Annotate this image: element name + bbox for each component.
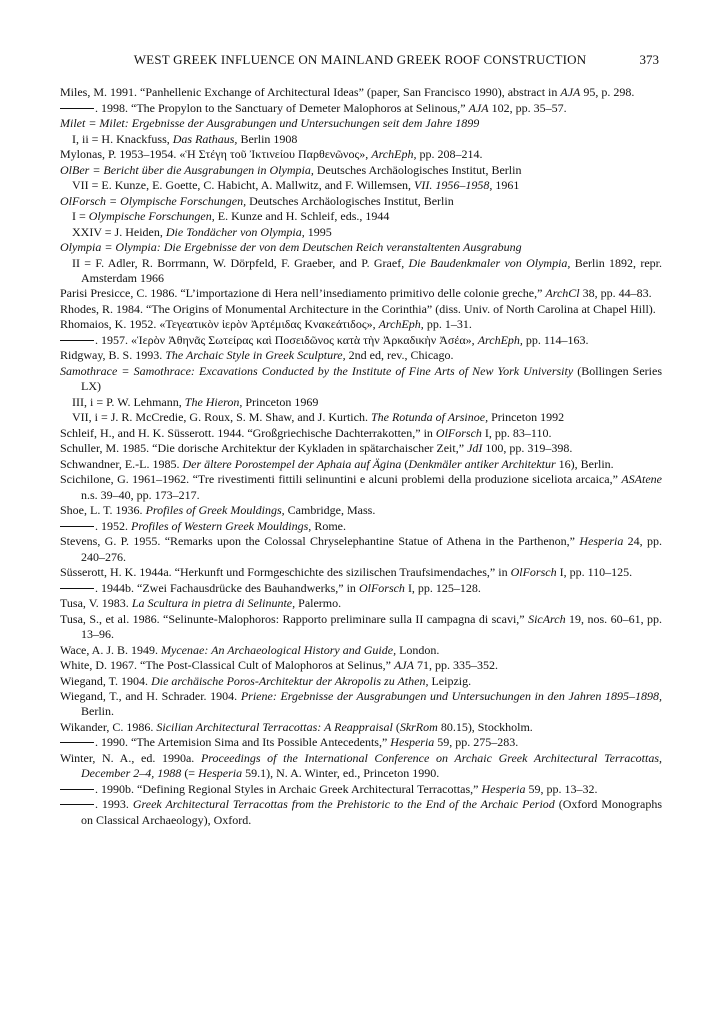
italic-text: Milet = Milet: Ergebnisse der Ausgrabungen und Untersuchungen seit dem Jahre 1899 <box>60 116 480 130</box>
italic-text: Proceedings of the International Conference on Archaic Greek Architectural Terracottas, December 2–4, 1988 <box>81 750 662 781</box>
bibliography-entry <box>60 302 662 317</box>
italic-text: OlForsch <box>358 580 405 595</box>
bibliography-subentry <box>60 410 662 425</box>
italic-text: Das Rathaus, <box>172 131 238 146</box>
entry-text: pp. 1–31. <box>423 317 472 332</box>
bibliography-entry <box>60 317 662 332</box>
italic-text: Mycenae: An Archaeological History and Guide, <box>161 642 397 657</box>
entry-text: Schuller, M. 1985. “Die dorische Architektur der Kykladen in spätarchaischer Zeit,” <box>60 441 468 456</box>
italic-text: ArchEph, <box>477 332 523 347</box>
bibliography-subentry <box>60 256 662 287</box>
entry-text: 1995 <box>304 224 332 239</box>
entry-text: Mylonas, P. 1953–1954. «Ἡ Στέγη τοῦ Ἰκτινείου Παρθενῶνος», <box>60 147 372 161</box>
italic-text: ArchEph, <box>378 317 424 332</box>
entry-text: 71, pp. 335–352. <box>413 658 498 673</box>
entry-text: Palermo. <box>295 596 342 611</box>
italic-text: ArchEph, <box>371 147 417 161</box>
italic-text: The Rotunda of Arsinoe, <box>370 410 489 425</box>
entry-text: . 1998. “The Propylon to the Sanctuary of Demeter Malophoros at Selinous,” <box>95 100 469 115</box>
bibliography-entry <box>60 472 662 503</box>
bibliography-entry <box>60 689 662 720</box>
repeat-author-rule <box>60 742 94 743</box>
italic-text: Hesperia <box>390 735 435 750</box>
italic-text: Profiles of Greek Mouldings, <box>145 503 285 518</box>
italic-text: OlForsch = Olympische Forschungen, <box>60 193 247 208</box>
entry-text: 2nd ed, rev., Chicago. <box>345 348 454 363</box>
bibliography-series-heading <box>60 240 662 255</box>
entry-text: . 1993. <box>95 797 133 812</box>
entry-text: Tusa, S., et al. 1986. “Selinunte-Malophoros: Rapporto preliminare sulla II campagna di scavi,” <box>60 611 529 626</box>
repeat-author-rule <box>60 588 94 589</box>
entry-text: I, ii = H. Knackfuss, <box>72 131 173 146</box>
entry-text: Miles, M. 1991. “Panhellenic Exchange of Architectural Ideas” (paper, San Francisco 1990), abstract in <box>60 85 561 99</box>
italic-text: Die Baudenkmaler von Olympia, <box>408 255 571 270</box>
italic-text: Olympische Forschungen, <box>88 209 215 223</box>
entry-text: Wiegand, T., and H. Schrader. 1904. <box>60 689 241 704</box>
bibliography-subentry <box>60 132 662 147</box>
entry-text: Winter, N. A., ed. 1990a. <box>60 750 201 765</box>
italic-text: AJA <box>393 658 414 673</box>
running-title: WEST GREEK INFLUENCE ON MAINLAND GREEK ROOF CONSTRUCTION <box>133 52 587 67</box>
italic-text: JdI <box>467 441 483 456</box>
entry-text: (Bollingen Series LX) <box>81 363 662 394</box>
entry-text: Scichilone, G. 1961–1962. “Tre rivestimenti fittili selinuntini e alcuni problemi della produzione siceliota arcaica,” <box>60 472 622 487</box>
repeat-author-rule <box>60 804 94 805</box>
italic-text: AJA <box>560 85 581 99</box>
entry-text: Tusa, V. 1983. <box>60 596 132 611</box>
entry-text: Princeton 1969 <box>242 394 319 409</box>
bibliography-entry <box>60 426 662 441</box>
italic-text: Hesperia <box>579 534 624 549</box>
italic-text: Der ältere Porostempel der Aphaia auf Ägina <box>182 456 402 471</box>
bibliography-entry <box>60 797 662 828</box>
italic-text: VII. 1956–1958, <box>414 178 493 192</box>
entry-text: III, i = P. W. Lehmann, <box>72 394 185 409</box>
entry-text: 95, p. 298. <box>580 85 635 99</box>
bibliography-entry <box>60 782 662 797</box>
entry-text: 19, nos. 60–61, pp. 13–96. <box>81 611 662 642</box>
italic-text: OlBer = Bericht über die Ausgrabungen in Olympia, <box>60 162 314 177</box>
bibliography-entry <box>60 519 662 534</box>
entry-text: 102, pp. 35–57. <box>488 100 567 115</box>
bibliography-entry <box>60 735 662 750</box>
entry-text: VII = E. Kunze, E. Goette, C. Habicht, A. Mallwitz, and F. Willemsen, <box>72 178 415 192</box>
bibliography-subentry <box>60 209 662 224</box>
italic-text: The Hieron, <box>184 394 243 409</box>
entry-text: Wace, A. J. B. 1949. <box>60 642 162 657</box>
entry-text: . 1944b. “Zwei Fachausdrücke des Bauhandwerks,” in <box>95 580 359 595</box>
bibliography-entry <box>60 643 662 658</box>
bibliography-list <box>60 85 662 828</box>
entry-text: Parisi Presicce, C. 1986. “L’importazione di Hera nell’insediamento primitivo delle colonie greche,” <box>60 286 546 301</box>
italic-text: Hesperia <box>481 781 526 796</box>
italic-text: The Archaic Style in Greek Sculpture, <box>165 348 346 363</box>
entry-text: XXIV = J. Heiden, <box>72 224 166 239</box>
bibliography-entry <box>60 751 662 782</box>
entry-text: 16), Berlin. <box>555 456 614 471</box>
bibliography-entry <box>60 101 662 116</box>
bibliography-entry <box>60 147 662 162</box>
bibliography-entry <box>60 85 662 100</box>
entry-text: Leipzig. <box>428 673 472 688</box>
bibliography-entry <box>60 534 662 565</box>
entry-text: I, pp. 83–110. <box>481 425 552 440</box>
entry-text: I, pp. 110–125. <box>556 565 633 580</box>
entry-text: I = <box>72 209 89 223</box>
bibliography-entry <box>60 565 662 580</box>
entry-text: 59, pp. 13–32. <box>525 781 598 796</box>
repeat-author-rule <box>60 340 94 341</box>
entry-text: . 1952. <box>95 518 131 533</box>
entry-text: Deutsches Archäologisches Institut, Berlin <box>246 193 454 208</box>
italic-text: Die archäische Poros-Architektur der Akropolis zu Athen, <box>151 673 429 688</box>
bibliography-subentry <box>60 225 662 240</box>
entry-text: Schleif, H., and H. K. Süsserott. 1944. “Großgriechische Dachterrakotten,” in <box>60 425 436 440</box>
bibliography-entry <box>60 596 662 611</box>
entry-text: London. <box>396 642 440 657</box>
entry-text: E. Kunze and H. Schleif, eds., 1944 <box>214 209 390 223</box>
bibliography-entry <box>60 658 662 673</box>
entry-text: Stevens, G. P. 1955. “Remarks upon the Colossal Chryselephantine Statue of Athena in the Parthenon,” <box>60 534 580 549</box>
entry-text: Wikander, C. 1986. <box>60 719 157 734</box>
entry-text: pp. 114–163. <box>522 332 589 347</box>
italic-text: La Scultura in pietra di Selinunte, <box>131 596 296 611</box>
entry-text: Ridgway, B. S. 1993. <box>60 348 166 363</box>
bibliography-entry <box>60 503 662 518</box>
italic-text: SicArch <box>528 611 566 626</box>
italic-text: Die Tondächer von Olympia, <box>165 224 305 239</box>
entry-text: VII, i = J. R. McCredie, G. Roux, S. M. Shaw, and J. Kurtich. <box>72 410 371 425</box>
bibliography-entry <box>60 348 662 363</box>
entry-text: Wiegand, T. 1904. <box>60 673 152 688</box>
italic-text: Denkmäler antiker Architektur <box>408 456 556 471</box>
entry-text: Schwandner, E.-L. 1985. <box>60 456 183 471</box>
entry-text: (Oxford Monographs on Classical Archaeology), Oxford. <box>81 797 662 827</box>
entry-text: White, D. 1967. “The Post-Classical Cult of Malophoros at Selinus,” <box>60 658 394 673</box>
bibliography-subentry <box>60 178 662 193</box>
entry-text: II = F. Adler, R. Borrmann, W. Dörpfeld, F. Graeber, and P. Graef, <box>72 255 409 270</box>
italic-text: Profiles of Western Greek Mouldings, <box>131 518 312 533</box>
entry-text: 1961 <box>492 178 520 192</box>
entry-text: n.s. 39–40, pp. 173–217. <box>81 487 200 502</box>
italic-text: Olympia = Olympia: Die Ergebnisse der von dem Deutschen Reich veranstaltenten Ausgrabung <box>60 240 522 254</box>
italic-text: Priene: Ergebnisse der Ausgrabungen und Untersuchungen in den Jahren 1895–1898, <box>240 689 663 704</box>
bibliography-entry <box>60 612 662 643</box>
bibliography-entry <box>60 441 662 456</box>
entry-text: pp. 208–214. <box>416 147 483 161</box>
entry-text: Cambridge, Mass. <box>284 503 376 518</box>
bibliography-entry <box>60 457 662 472</box>
italic-text: OlForsch <box>510 565 557 580</box>
bibliography-entry <box>60 720 662 735</box>
entry-text: ( <box>401 456 409 471</box>
entry-text: Shoe, L. T. 1936. <box>60 503 146 518</box>
bibliography-series-heading <box>60 364 662 395</box>
entry-text: Rhomaios, K. 1952. «Τεγεατικὸν ἱερὸν Ἀρτέμιδας Κνακεάτιδος», <box>60 317 379 332</box>
bibliography-series-heading <box>60 116 662 131</box>
italic-text: ASAtene <box>621 472 662 487</box>
repeat-author-rule <box>60 526 94 527</box>
entry-text: Süsserott, H. K. 1944a. “Herkunft und Formgeschichte des sizilischen Traufsimendaches,” in <box>60 565 511 580</box>
italic-text: ArchCl <box>545 286 580 301</box>
bibliography-series-heading <box>60 194 662 209</box>
italic-text: Samothrace = Samothrace: Excavations Conducted by the Institute of Fine Arts of New York University <box>60 363 574 378</box>
entry-text: Berlin. <box>81 704 114 719</box>
entry-text: Princeton 1992 <box>488 410 565 425</box>
italic-text: Greek Architectural Terracottas from the Prehistoric to the End of the Archaic Period <box>132 797 555 812</box>
entry-text: . 1990b. “Defining Regional Styles in Archaic Greek Architectural Terracottas,” <box>95 781 482 796</box>
bibliography-series-heading <box>60 163 662 178</box>
entry-text: Berlin 1908 <box>237 131 298 146</box>
page-number: 373 <box>639 52 659 67</box>
entry-text: Berlin 1892, repr. Amsterdam 1966 <box>81 255 662 285</box>
entry-text: I, pp. 125–128. <box>404 580 481 595</box>
entry-text: Deutsches Archäologisches Institut, Berlin <box>313 162 522 177</box>
bibliography-entry <box>60 333 662 348</box>
entry-text: 100, pp. 319–398. <box>482 441 573 456</box>
entry-text: ( <box>392 719 400 734</box>
italic-text: OlForsch <box>435 425 482 440</box>
entry-text: Rome. <box>311 518 346 533</box>
entry-text: 80.15), Stockholm. <box>437 719 533 734</box>
entry-text: 59, pp. 275–283. <box>434 735 519 750</box>
entry-text: . 1990. “The Artemision Sima and Its Possible Antecedents,” <box>95 735 391 750</box>
repeat-author-rule <box>60 108 94 109</box>
entry-text: 59.1), N. A. Winter, ed., Princeton 1990. <box>242 766 440 781</box>
entry-text: (= <box>181 766 199 781</box>
entry-text: . 1957. «Ἱερὸν Ἀθηνᾶς Σωτείρας καὶ Ποσειδῶνος κατὰ τὴν Ἀρκαδικὴν Ἀσέα», <box>95 332 478 347</box>
italic-text: SkrRom <box>399 719 438 734</box>
italic-text: Sicilian Architectural Terracottas: A Reappraisal <box>156 719 393 734</box>
entry-text: 38, pp. 44–83. <box>579 286 652 301</box>
bibliography-entry <box>60 674 662 689</box>
repeat-author-rule <box>60 789 94 790</box>
bibliography-entry <box>60 286 662 301</box>
bibliography-entry <box>60 581 662 596</box>
bibliography-subentry <box>60 395 662 410</box>
italic-text: Hesperia <box>198 766 243 781</box>
entry-text: Rhodes, R. 1984. “The Origins of Monumental Architecture in the Corinthia” (diss. Univ. of North Carolina at Chapel Hill). <box>60 301 656 316</box>
entry-text: 24, pp. 240–276. <box>81 534 663 564</box>
italic-text: AJA <box>468 100 489 115</box>
